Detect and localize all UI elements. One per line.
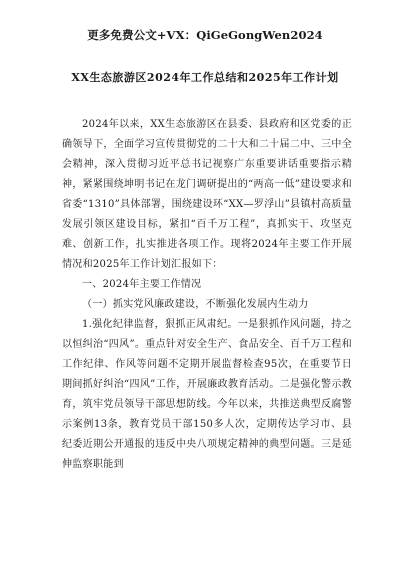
subsection-heading: （一）抓实党风廉政建设，不断强化发展内生动力 bbox=[82, 299, 309, 310]
watermark-header: 更多免费公文+VX：QiGeGongWen2024 bbox=[87, 28, 323, 42]
document-title: XX生态旅游区2024年工作总结和2025年工作计划 bbox=[71, 71, 339, 84]
intro-paragraph: 2024年以来，XX生态旅游区在县委、县政府和区党委的正确领导下，全面学习宣传贯彻党的二十大和二十届二中、三中全会精神，深入贯彻习近平总书记视察广东重要讲话重要指示精神，紧紧围绕坤明书记在龙门调研提出的“两高一低”建设要求和省委“1310”具体部署，围绕建设环“XX—罗浮山”县镇村高质量发展引领区建设目标，紧扣“百千万工程”，真抓实干、攻坚克难、创新工作，扎实推进各项工作。现将2024年主要工作开展情况和2025年工作计划汇报如下： bbox=[62, 119, 352, 270]
document-body bbox=[62, 115, 352, 475]
item-paragraph: 1.强化纪律监督，狠抓正风肃纪。一是狠抓作风问题，持之以恒纠治“四风”。重点针对安全生产、食品安全、百千万工程和工作纪律、作风等问题不定期开展监督检查95次，在重要节日期间抓好纠治“四风”工作，开展廉政教育活动。二是强化警示教育，筑牢党员领导干部思想防线。今年以来，共推送典型反腐警示案例13条，教育党员干部150多人次，定期传达学习市、县纪委近期公开通报的违反中央八项规定精神的典型问题。三是延伸监察职能到 bbox=[62, 319, 352, 470]
section-heading: 一、2024年主要工作情况 bbox=[82, 279, 202, 290]
